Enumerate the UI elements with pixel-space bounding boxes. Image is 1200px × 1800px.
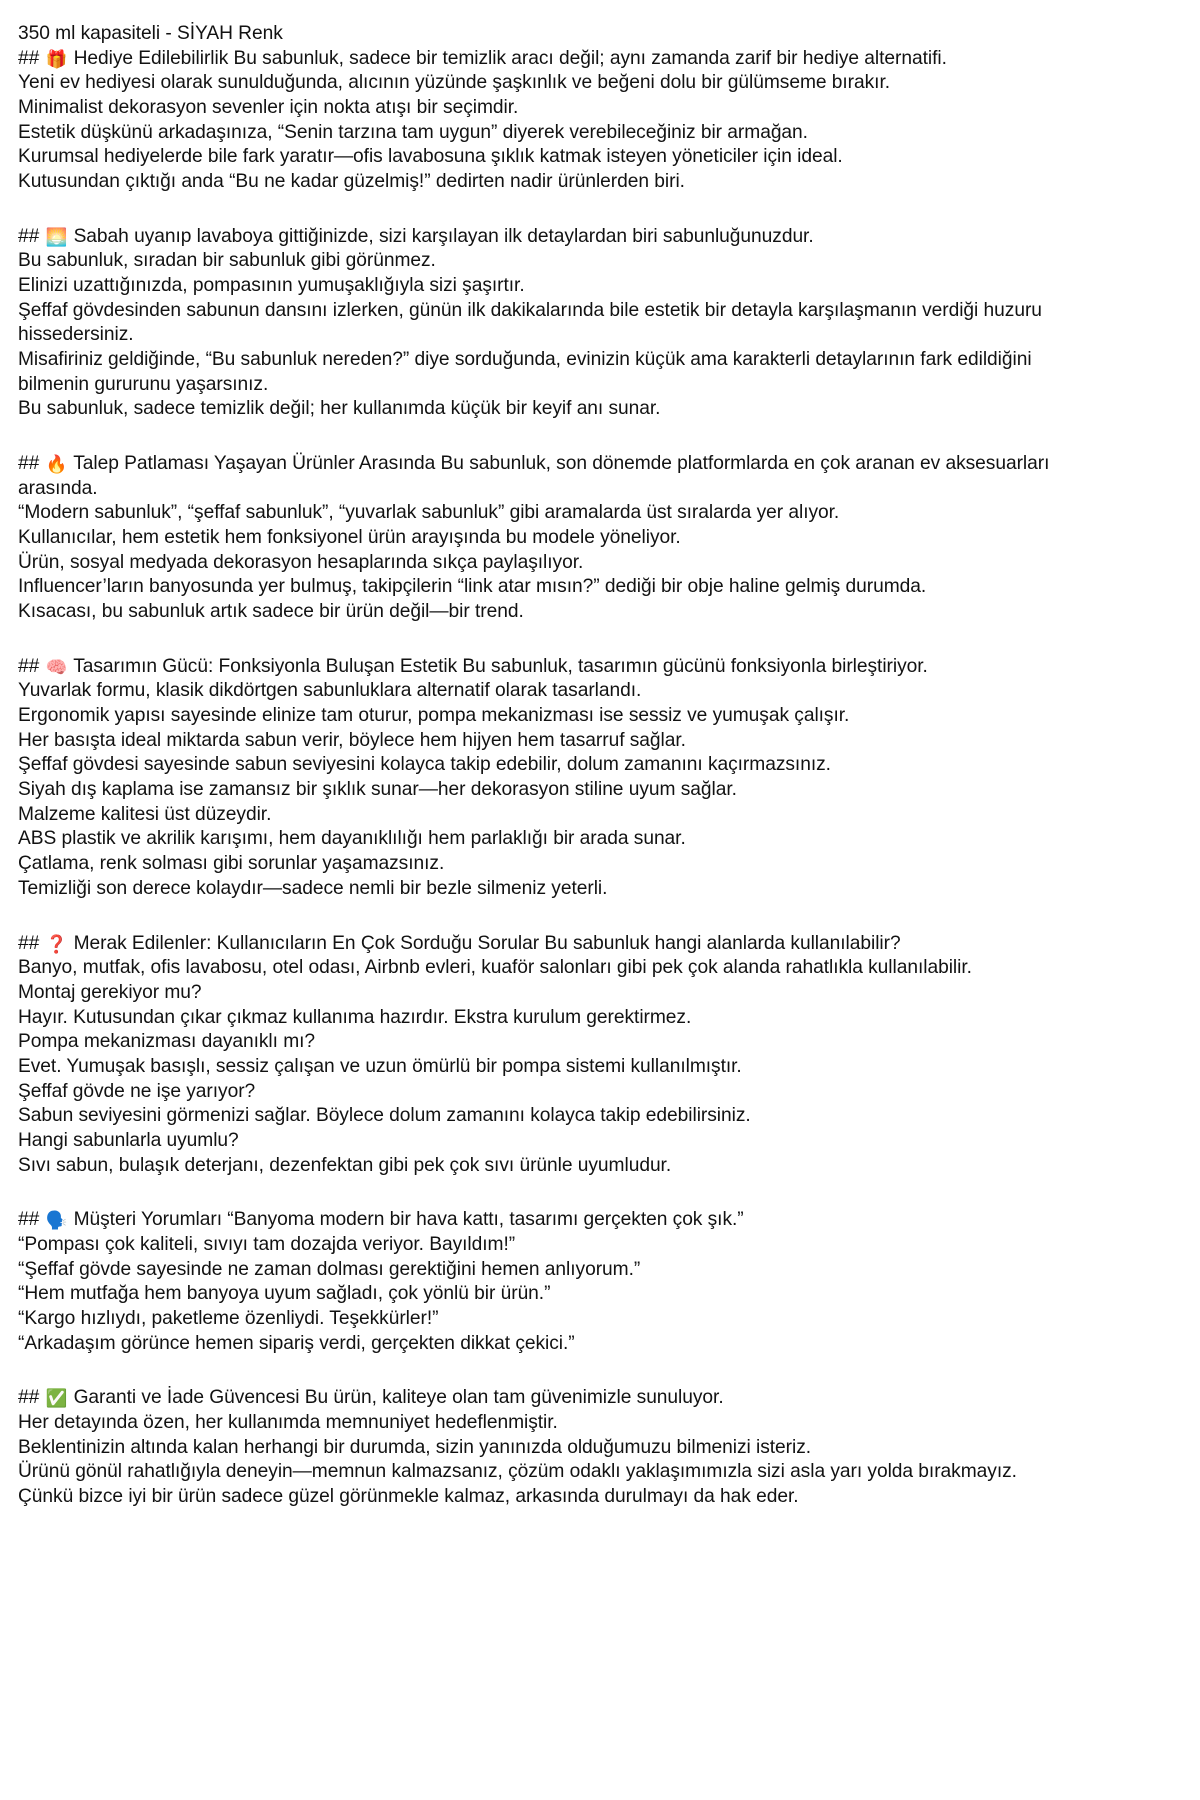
check-mark-icon: ✅ [45,1389,68,1410]
section-sabah-rutini [18,225,1060,422]
body-line: Hangi sabunlarla uyumlu? [18,1129,239,1151]
heading-text: Tasarımın Gücü: Fonksiyonla Buluşan Estetik Bu sabunluk, tasarımın gücünü fonksiyonla birleştiriyor. [73,655,928,677]
heading-marker: ## [18,655,40,677]
body-line: Banyo, mutfak, ofis lavabosu, otel odası, Airbnb evleri, kuaför salonları gibi pek çok alanda rahatlıkla kullanılabilir. [18,957,972,979]
fire-icon: 🔥 [45,455,68,476]
question-mark-icon: ❓ [45,934,68,955]
body-line: Siyah dış kaplama ise zamansız bir şıklık sunar—her dekorasyon stiline uyum sağlar. [18,779,737,801]
body-line: Her detayında özen, her kullanımda memnuniyet hedeflenmiştir. [18,1411,558,1433]
body-line: Ergonomik yapısı sayesinde elinize tam oturur, pompa mekanizması ise sessiz ve yumuşak çalışır. [18,705,850,727]
heading-marker: ## [18,225,40,247]
brain-icon: 🧠 [45,657,68,678]
section-heading [18,225,1060,250]
heading-text: Müşteri Yorumları “Banyoma modern bir hava kattı, tasarımı gerçekten çok şık.” [73,1209,744,1231]
body-line: Pompa mekanizması dayanıklı mı? [18,1031,316,1053]
heading-text: Talep Patlaması Yaşayan Ürünler Arasında Bu sabunluk, son dönemde platformlarda en çok aranan ev aksesuarları arasında. [18,453,1055,499]
body-line: Evet. Yumuşak basışlı, sessiz çalışan ve uzun ömürlü bir pompa sistemi kullanılmıştır. [18,1055,742,1077]
heading-text: Garanti ve İade Güvencesi Bu ürün, kaliteye olan tam güvenimizle sunuluyor. [73,1387,724,1409]
body-line: Şeffaf gövdesi sayesinde sabun seviyesini kolayca takip edebilir, dolum zamanını kaçırmazsınız. [18,754,831,776]
section-merak-edilenler [18,932,1060,1179]
body-line: Şeffaf gövdesinden sabunun dansını izlerken, günün ilk dakikalarında bile estetik bir detayla karşılaşmanın verdiği huzuru hissedersiniz. [18,299,1048,346]
body-line: Misafiriniz geldiğinde, “Bu sabunluk nereden?” diye sorduğunda, evinizin küçük ama karakterli detaylarının fark edildiğini bilmenin gururunu yaşarsınız. [18,349,1037,395]
body-line: Kullanıcılar, hem estetik hem fonksiyonel ürün arayışında bu modele yöneliyor. [18,527,681,549]
body-line: Kısacası, bu sabunluk artık sadece bir ürün değil—bir trend. [18,601,524,623]
section-heading [18,1208,1060,1233]
body-line: ABS plastik ve akrilik karışımı, hem dayanıklılığı hem parlaklığı bir arada sunar. [18,828,686,850]
heading-marker: ## [18,932,40,954]
section-musteri-yorumlari [18,1208,1060,1356]
body-line: “Modern sabunluk”, “şeffaf sabunluk”, “yuvarlak sabunluk” gibi aramalarda üst sıralarda yer alıyor. [18,502,840,524]
section-spacer [18,1356,1060,1386]
body-line: Kurumsal hediyelerde bile fark yaratır—ofis lavabosuna şıklık katmak isteyen yöneticiler için ideal. [18,146,843,168]
body-line: Sabun seviyesini görmenizi sağlar. Böylece dolum zamanını kolayca takip edebilirsiniz. [18,1105,751,1127]
section-heading [18,932,1060,957]
section-tasarimin-gucu [18,655,1060,902]
heading-marker: ## [18,1387,40,1409]
section-heading [18,655,1060,680]
body-line: Şeffaf gövde ne işe yarıyor? [18,1080,256,1102]
body-line: Kutusundan çıktığı anda “Bu ne kadar güzelmiş!” dedirten nadir ürünlerden biri. [18,171,685,193]
body-line: Hayır. Kutusundan çıkar çıkmaz kullanıma hazırdır. Ekstra kurulum gerektirmez. [18,1006,692,1028]
section-hediye-edilebilirlik [18,47,1060,195]
body-line: “Şeffaf gövde sayesinde ne zaman dolması gerektiğini hemen anlıyorum.” [18,1258,641,1280]
body-line: “Hem mutfağa hem banyoya uyum sağladı, çok yönlü bir ürün.” [18,1283,551,1305]
body-line: Çatlama, renk solması gibi sorunlar yaşamazsınız. [18,853,445,875]
section-spacer [18,195,1060,225]
heading-text: Hediye Edilebilirlik Bu sabunluk, sadece bir temizlik aracı değil; aynı zamanda zarif bir hediye alternatifi. [73,47,947,69]
section-talep-patlamasi [18,452,1060,625]
heading-marker: ## [18,453,40,475]
body-line: Sıvı sabun, bulaşık deterjanı, dezenfektan gibi pek çok sıvı ürünle uyumludur. [18,1154,672,1176]
section-spacer [18,625,1060,655]
section-spacer [18,902,1060,932]
body-line: Çünkü bizce iyi bir ürün sadece güzel görünmekle kalmaz, arkasında durulmayı da hak eder. [18,1485,799,1507]
body-line: Ürünü gönül rahatlığıyla deneyin—memnun kalmazsanız, çözüm odaklı yaklaşımımızla sizi asla yarı yolda bırakmayız. [18,1461,1017,1483]
body-line: Bu sabunluk, sadece temizlik değil; her kullanımda küçük bir keyif anı sunar. [18,398,661,420]
product-subtitle: 350 ml kapasiteli - SİYAH Renk [18,23,283,44]
body-line: Bu sabunluk, sıradan bir sabunluk gibi görünmez. [18,250,436,272]
body-line: Her basışta ideal miktarda sabun verir, böylece hem hijyen hem tasarruf sağlar. [18,729,686,751]
heading-text: Merak Edilenler: Kullanıcıların En Çok Sorduğu Sorular Bu sabunluk hangi alanlarda kullanılabilir? [73,932,901,954]
gift-icon: 🎁 [45,49,68,70]
heading-text: Sabah uyanıp lavaboya gittiğinizde, sizi karşılayan ilk detaylardan biri sabunluğunuzdur. [73,225,814,247]
body-line: Yeni ev hediyesi olarak sunulduğunda, alıcının yüzünde şaşkınlık ve beğeni dolu bir gülümseme bırakır. [18,72,891,94]
body-line: “Kargo hızlıydı, paketleme özenliydi. Teşekkürler!” [18,1307,439,1329]
body-line: Montaj gerekiyor mu? [18,981,202,1003]
section-heading [18,47,1060,72]
sections-container [18,47,1060,1510]
body-line: “Arkadaşım görünce hemen sipariş verdi, gerçekten dikkat çekici.” [18,1332,575,1354]
section-spacer [18,1178,1060,1208]
body-line: Estetik düşkünü arkadaşınıza, “Senin tarzına tam uygun” diyerek verebileceğiniz bir armağan. [18,121,808,143]
body-line: Elinizi uzattığınızda, pompasının yumuşaklığıyla sizi şaşırtır. [18,275,525,297]
body-line: Malzeme kalitesi üst düzeydir. [18,803,272,825]
body-line: Minimalist dekorasyon sevenler için nokta atışı bir seçimdir. [18,97,519,119]
speaking-head-icon: 🗣️ [45,1211,68,1232]
body-line: Yuvarlak formu, klasik dikdörtgen sabunluklara alternatif olarak tasarlandı. [18,680,642,702]
body-line: Beklentinizin altında kalan herhangi bir durumda, sizin yanınızda olduğumuzu bilmenizi isteriz. [18,1436,812,1458]
section-heading [18,452,1060,501]
heading-marker: ## [18,47,40,69]
section-spacer [18,422,1060,452]
body-line: “Pompası çok kaliteli, sıvıyı tam dozajda veriyor. Bayıldım!” [18,1233,516,1255]
body-line: Influencer’ların banyosunda yer bulmuş, takipçilerin “link atar mısın?” dediği bir obje haline gelmiş durumda. [18,576,927,598]
section-garanti-iade [18,1386,1060,1509]
sunrise-icon: 🌅 [45,227,68,248]
heading-marker: ## [18,1209,40,1231]
section-heading [18,1386,1060,1411]
body-line: Temizliği son derece kolaydır—sadece nemli bir bezle silmeniz yeterli. [18,877,608,899]
body-line: Ürün, sosyal medyada dekorasyon hesaplarında sıkça paylaşılıyor. [18,551,584,573]
